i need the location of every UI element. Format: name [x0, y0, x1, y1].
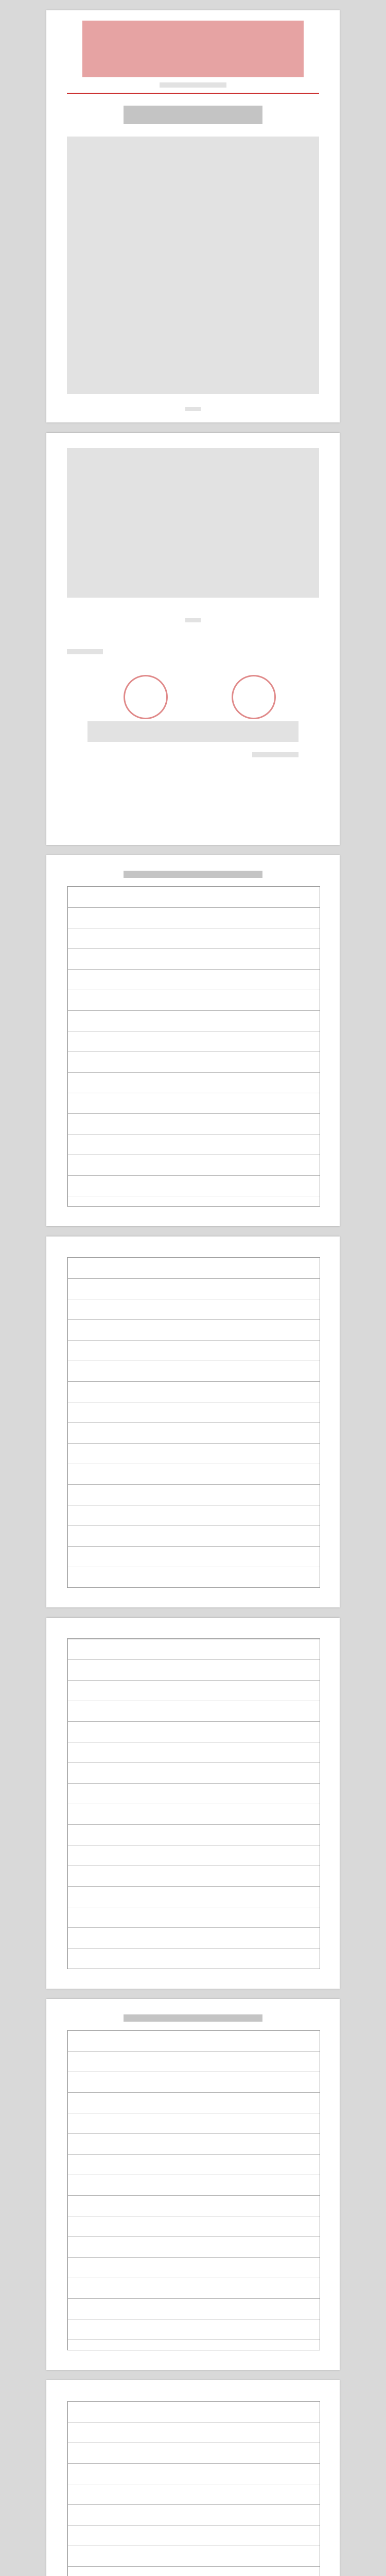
list-table [67, 2401, 320, 2576]
document-page [46, 855, 340, 1226]
table-title [124, 871, 262, 878]
issuing-organizations [87, 721, 299, 742]
document-page [46, 2380, 340, 2576]
header-divider [67, 93, 319, 94]
table-title [124, 2014, 262, 2022]
official-seal [232, 675, 276, 719]
document-page [46, 1236, 340, 1607]
document-page [46, 433, 340, 845]
disclosure-note [67, 649, 103, 654]
document-number [160, 82, 226, 88]
notice-body [67, 448, 319, 598]
document-page [46, 10, 340, 422]
list-table [67, 1638, 320, 1969]
notice-body [67, 137, 319, 394]
page-number [185, 407, 201, 411]
list-table [67, 1257, 320, 1588]
issuer-header [82, 21, 304, 77]
document-page [46, 1999, 340, 2370]
document-page [46, 1618, 340, 1989]
official-seal [124, 675, 168, 719]
list-table [67, 2030, 320, 2350]
notice-title [124, 106, 262, 124]
issue-date [252, 752, 299, 757]
list-table [67, 886, 320, 1207]
page-number [185, 618, 201, 622]
